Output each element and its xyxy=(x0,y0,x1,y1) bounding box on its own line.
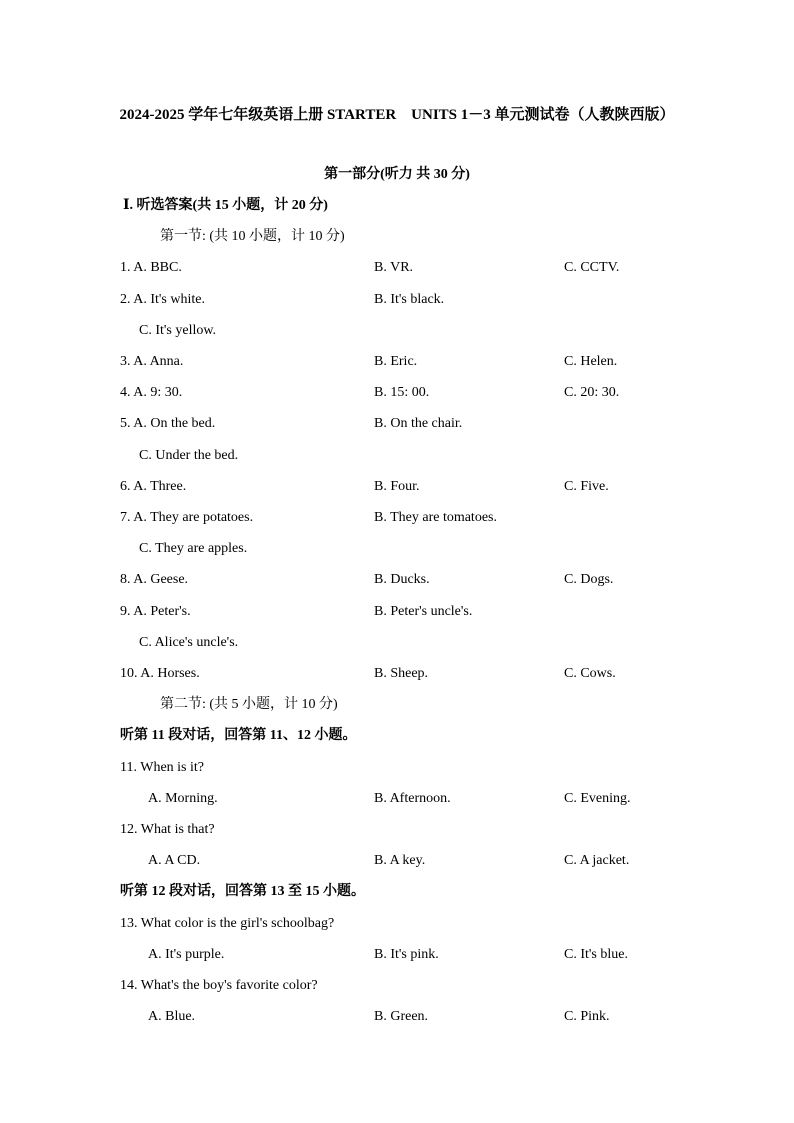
section1-heading: Ⅰ. 听选答案(共 15 小题，计 20 分) xyxy=(123,198,328,213)
page-title: 2024-2025 学年七年级英语上册 STARTER UNITS 1－3 单元测试卷（人教陕西版） xyxy=(119,107,675,123)
subsection1-heading: 第一节: (共 10 小题，计 10 分) xyxy=(160,229,345,244)
q12-option-b: B. A key. xyxy=(374,853,426,868)
q8-option-a: 8. A. Geese. xyxy=(120,572,189,587)
q13-stem: 13. What color is the girl's schoolbag? xyxy=(120,916,335,931)
q5-option-b: B. On the chair. xyxy=(374,416,463,431)
q14-option-a: A. Blue. xyxy=(148,1009,196,1024)
q14-option-b: B. Green. xyxy=(374,1009,429,1024)
subsection2-heading: 第二节: (共 5 小题，计 10 分) xyxy=(160,697,338,712)
q2-option-b: B. It's black. xyxy=(374,292,445,307)
q4-option-b: B. 15: 00. xyxy=(374,385,430,400)
q11-stem: 11. When is it? xyxy=(120,760,204,775)
q8-option-c: C. Dogs. xyxy=(564,572,614,587)
q10-option-a: 10. A. Horses. xyxy=(120,666,200,681)
q5-option-c: C. Under the bed. xyxy=(139,448,239,463)
q7-option-c: C. They are apples. xyxy=(139,541,248,556)
q12-option-c: C. A jacket. xyxy=(564,853,630,868)
q13-option-a: A. It's purple. xyxy=(148,947,225,962)
q3-option-a: 3. A. Anna. xyxy=(120,354,184,369)
dialog-11-instruction: 听第 11 段对话，回答第 11、12 小题。 xyxy=(120,728,357,743)
q13-option-c: C. It's blue. xyxy=(564,947,628,962)
q10-option-c: C. Cows. xyxy=(564,666,616,681)
q4-option-c: C. 20: 30. xyxy=(564,385,620,400)
q14-stem: 14. What's the boy's favorite color? xyxy=(120,978,318,993)
q9-option-b: B. Peter's uncle's. xyxy=(374,604,473,619)
q14-option-c: C. Pink. xyxy=(564,1009,610,1024)
q1-option-a: 1. A. BBC. xyxy=(120,260,182,275)
q8-option-b: B. Ducks. xyxy=(374,572,430,587)
q6-option-c: C. Five. xyxy=(564,479,609,494)
q1-option-c: C. CCTV. xyxy=(564,260,620,275)
part1-heading: 第一部分(听力 共 30 分) xyxy=(324,167,470,182)
q2-option-a: 2. A. It's white. xyxy=(120,292,205,307)
q7-option-b: B. They are tomatoes. xyxy=(374,510,497,525)
q6-option-a: 6. A. Three. xyxy=(120,479,187,494)
dialog-12-instruction: 听第 12 段对话，回答第 13 至 15 小题。 xyxy=(120,884,365,899)
q1-option-b: B. VR. xyxy=(374,260,414,275)
q13-option-b: B. It's pink. xyxy=(374,947,439,962)
q6-option-b: B. Four. xyxy=(374,479,420,494)
q5-option-a: 5. A. On the bed. xyxy=(120,416,216,431)
q9-option-c: C. Alice's uncle's. xyxy=(139,635,239,650)
q11-option-c: C. Evening. xyxy=(564,791,631,806)
q4-option-a: 4. A. 9: 30. xyxy=(120,385,183,400)
q2-option-c: C. It's yellow. xyxy=(139,323,217,338)
q12-option-a: A. A CD. xyxy=(148,853,201,868)
q11-option-a: A. Morning. xyxy=(148,791,218,806)
q3-option-c: C. Helen. xyxy=(564,354,618,369)
q3-option-b: B. Eric. xyxy=(374,354,418,369)
q12-stem: 12. What is that? xyxy=(120,822,215,837)
q11-option-b: B. Afternoon. xyxy=(374,791,451,806)
q10-option-b: B. Sheep. xyxy=(374,666,429,681)
q7-option-a: 7. A. They are potatoes. xyxy=(120,510,254,525)
q9-option-a: 9. A. Peter's. xyxy=(120,604,191,619)
